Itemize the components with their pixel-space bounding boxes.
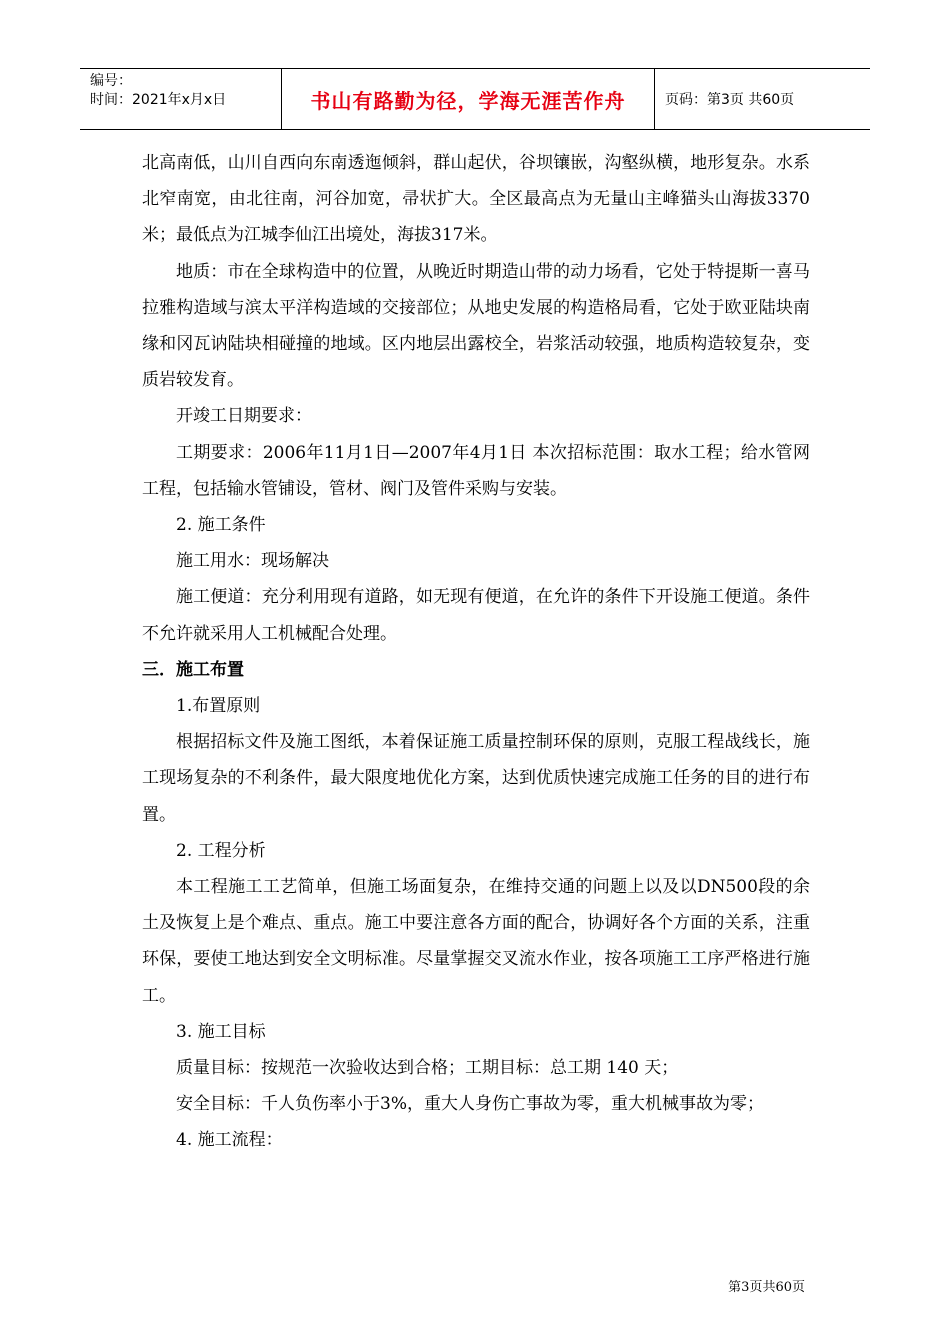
paragraph-quality-goal: 质量目标：按规范一次验收达到合格；工期目标：总工期 140 天； bbox=[176, 1058, 679, 1079]
page-footer: 第3页共60页 bbox=[728, 1280, 805, 1295]
subheading-construction-goals: 3. 施工目标 bbox=[176, 1021, 266, 1042]
document-body bbox=[142, 145, 810, 1159]
document-time-label: 时间：2021年x月x日 bbox=[90, 92, 227, 108]
paragraph-geology: 地质：市在全球构造中的位置，从晚近时期造山带的动力场看，它处于特提斯一喜马拉雅构造域与滨太平洋构造域的交接部位；从地史发展的构造格局看，它处于欧亚陆块南缘和冈瓦讷陆块相碰撞的地域。区内地层出露校全，岩浆活动较强，地质构造较复杂，变质岩较发育。 bbox=[142, 261, 810, 391]
header-motto: 书山有路勤为径，学海无涯苦作舟 bbox=[282, 69, 655, 129]
page-header bbox=[80, 68, 870, 130]
paragraph-engineering-analysis: 本工程施工工艺简单，但施工场面复杂，在维持交通的问题上以及以DN500段的余土及恢复上是个难点、重点。施工中要注意各方面的配合，协调好各个方面的关系，注重环保，要使工地达到安全文明标准。尽量掌握交叉流水作业，按各项施工工序严格进行施工。 bbox=[142, 877, 810, 1006]
document-number-label: 编号： bbox=[90, 73, 132, 89]
subheading-construction-conditions: 2. 施工条件 bbox=[176, 515, 266, 536]
paragraph-layout-principle: 根据招标文件及施工图纸，本着保证施工质量控制环保的原则，克服工程战线长，施工现场复杂的不利条件，最大限度地优化方案，达到优质快速完成施工任务的目的进行布置。 bbox=[142, 732, 810, 825]
paragraph-terrain: 北高南低，山川自西向东南透迤倾斜，群山起伏，谷坝镶嵌，沟壑纵横，地形复杂。水系北窄南宽，由北往南，河谷加宽，帚状扩大。全区最高点为无量山主峰猫头山海拔3370米；最低点为江城李仙江出境处，海拔317米。 bbox=[142, 153, 810, 246]
section-heading-layout: 三．施工布置 bbox=[142, 659, 244, 680]
header-page-number: 页码：第3页 共60页 bbox=[665, 92, 795, 108]
paragraph-safety-goal: 安全目标：千人负伤率小于3%，重大人身伤亡事故为零，重大机械事故为零； bbox=[176, 1094, 764, 1115]
subheading-construction-process: 4. 施工流程： bbox=[176, 1130, 283, 1151]
subheading-layout-principle: 1.布置原则 bbox=[176, 696, 261, 717]
paragraph-access-road: 施工便道：充分利用现有道路，如无现有便道，在允许的条件下开设施工便道。条件不允许就采用人工机械配合处理。 bbox=[142, 587, 810, 644]
paragraph-schedule: 工期要求：2006年11月1日—2007年4月1日 本次招标范围：取水工程；给水管网工程，包括输水管铺设，管材、阀门及管件采购与安装。 bbox=[142, 442, 810, 499]
paragraph-schedule-heading: 开竣工日期要求： bbox=[176, 406, 312, 427]
header-meta bbox=[80, 69, 282, 129]
subheading-engineering-analysis: 2. 工程分析 bbox=[176, 840, 266, 861]
paragraph-water: 施工用水：现场解决 bbox=[176, 551, 329, 572]
